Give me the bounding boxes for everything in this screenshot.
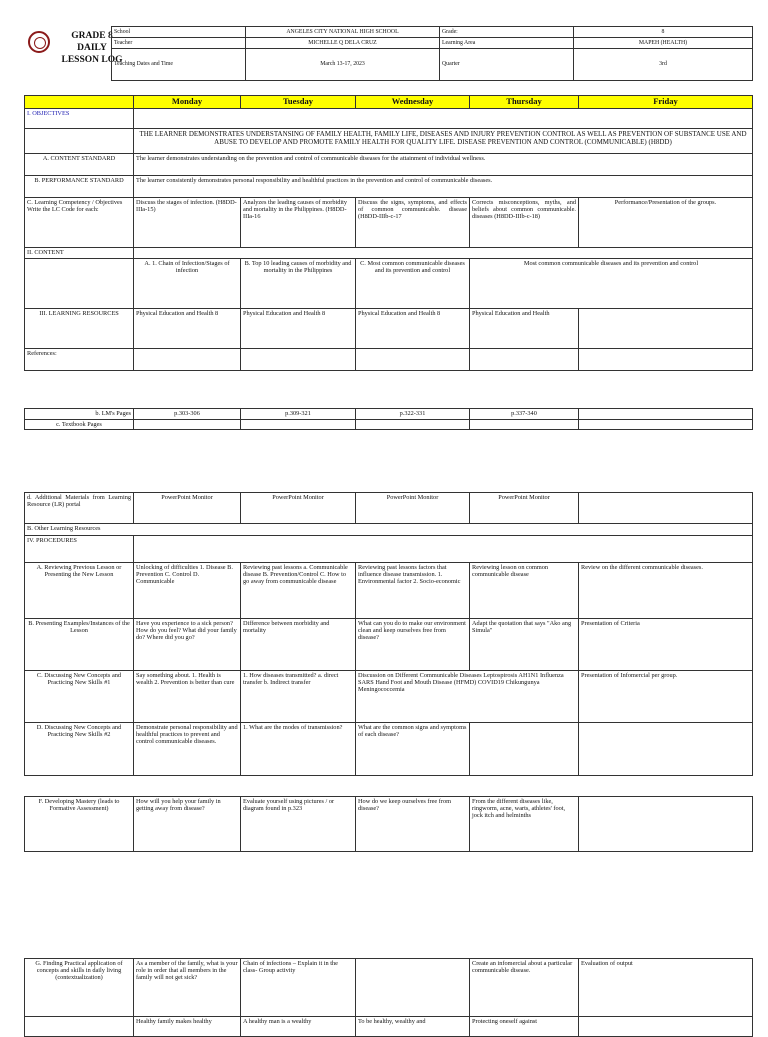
procedure-d-monday: Demonstrate personal responsibility and healthful practices to prevent and control communicable diseases. [134, 723, 241, 776]
title-line-3: LESSON LOG [61, 55, 123, 66]
textbook-pages-label: c. Textbook Pages [25, 420, 134, 430]
procedure-c-wednesday-thursday: Discussion on Different Communicable Diseases Leptospirosis AH1N1 Influenza SARS Hand Foot and Mouth Disease (HFMD) COVID19 Chikungunya Meningococcemia [356, 671, 579, 723]
references-monday [134, 349, 241, 371]
procedure-f-monday: How will you help your family in getting away from disease? [134, 797, 241, 852]
procedure-a-friday: Review on the different communicable diseases. [579, 563, 753, 619]
school-label: School [112, 27, 246, 38]
procedure-h-tuesday: A healthy man is a wealthy [241, 1017, 356, 1037]
day-tuesday: Tuesday [241, 96, 356, 109]
days-corner [25, 96, 134, 109]
procedure-g-label: G. Finding Practical application of concepts and skills in daily living (contextualization) [25, 959, 134, 1017]
references-label: References: [25, 349, 134, 371]
resources-thursday: Physical Education and Health [470, 309, 579, 349]
performance-standard-label: B. PERFORMANCE STANDARD [25, 176, 134, 198]
quarter-value: 3rd [574, 49, 753, 81]
school-seal-logo [28, 31, 50, 53]
performance-standard-text: The learner consistently demonstrates personal responsibility and healthful practices in the prevention and control of communicable diseases. [134, 176, 753, 198]
teaching-dates-value: March 13-17, 2023 [246, 49, 440, 81]
day-monday: Monday [134, 96, 241, 109]
procedure-a-label: A. Reviewing Previous Lesson or Presenting the New Lesson [25, 563, 134, 619]
procedure-b-label: B. Presenting Examples/Instances of the Lesson [25, 619, 134, 671]
content-thursday-friday: Most common communicable diseases and its prevention and control [470, 259, 753, 309]
procedure-a-monday: Unlocking of difficulties 1. Disease B. Prevention C. Control D. Communicable [134, 563, 241, 619]
additional-tuesday: PowerPoint Monitor [241, 493, 356, 524]
lm-pages-monday: p.303-306 [134, 409, 241, 420]
teacher-value: MICHELLE Q DELA CRUZ [246, 38, 440, 49]
grade-value: 8 [574, 27, 753, 38]
learning-resources-label: III. LEARNING RESOURCES [25, 309, 134, 349]
additional-materials-label: d. Additional Materials from Learning Resource (LR) portal [25, 493, 134, 524]
quarter-label: Quarter [440, 49, 574, 81]
lm-pages-thursday: p.337-340 [470, 409, 579, 420]
lesson-log-table-part-4 [24, 796, 753, 852]
procedure-f-thursday: From the different diseases like, ringworm, acne, warts, athletes' foot, jock itch and helminths [470, 797, 579, 852]
procedure-b-wednesday: What can you do to make our environment clean and keep ourselves free from disease? [356, 619, 470, 671]
procedures-label: IV. PROCEDURES [25, 536, 134, 563]
procedure-g-tuesday: Chain of infections – Explain it in the class- Group activity [241, 959, 356, 1017]
references-friday [579, 349, 753, 371]
content-standard-label: A. CONTENT STANDARD [25, 154, 134, 176]
references-tuesday [241, 349, 356, 371]
title-line-1: GRADE 8 [71, 31, 113, 41]
procedure-d-friday [579, 723, 753, 776]
textbook-tuesday [241, 420, 356, 430]
references-thursday [470, 349, 579, 371]
school-value: ANGELES CITY NATIONAL HIGH SCHOOL [246, 27, 440, 38]
procedure-b-friday: Presentation of Criteria [579, 619, 753, 671]
procedure-h-friday [579, 1017, 753, 1037]
procedure-b-thursday: Adapt the quotation that says "Ako ang Simula" [470, 619, 579, 671]
procedure-h-wednesday: To be healthy, wealthy and [356, 1017, 470, 1037]
content-blank [134, 248, 753, 259]
title-line-2: DAILY [77, 43, 107, 54]
day-friday: Friday [579, 96, 753, 109]
procedure-c-monday: Say something about. 1. Health is wealth 2. Prevention is better than cure [134, 671, 241, 723]
grade-label: Grade: [440, 27, 574, 38]
competency-thursday: Corrects misconceptions, myths, and beliefs about common communicable. diseases (H8DD-IIIb-c-18) [470, 198, 579, 248]
resources-tuesday: Physical Education and Health 8 [241, 309, 356, 349]
procedure-a-wednesday: Reviewing past lessons factors that influence disease transmission. 1. Environmental factor 2. Socio-economic [356, 563, 470, 619]
lesson-log-table-part-5 [24, 958, 753, 1037]
procedure-f-friday [579, 797, 753, 852]
procedure-g-wednesday [356, 959, 470, 1017]
procedure-g-monday: As a member of the family, what is your role in order that all members in the family will not get sick? [134, 959, 241, 1017]
competency-label: C. Learning Competency / Objectives Write the LC Code for each: [25, 198, 134, 248]
procedure-d-label: D. Discussing New Concepts and Practicing New Skills #2 [25, 723, 134, 776]
textbook-monday [134, 420, 241, 430]
textbook-wednesday [356, 420, 470, 430]
resources-friday [579, 309, 753, 349]
objectives-spacer [25, 129, 134, 154]
learning-area-value: MAPEH (HEALTH) [574, 38, 753, 49]
additional-wednesday: PowerPoint Monitor [356, 493, 470, 524]
procedures-blank [134, 536, 753, 563]
procedure-g-friday: Evaluation of output [579, 959, 753, 1017]
procedure-c-tuesday: 1. How diseases transmitted? a. direct transfer b. Indirect transfer [241, 671, 356, 723]
day-thursday: Thursday [470, 96, 579, 109]
procedure-d-wednesday: What are the common signs and symptoms of each disease? [356, 723, 470, 776]
teacher-label: Teacher [112, 38, 246, 49]
procedure-b-monday: Have you experience to a sick person? How do you feel? What did your family do? Where did you go? [134, 619, 241, 671]
procedure-d-tuesday: 1. What are the modes of transmission? [241, 723, 356, 776]
content-tuesday: B. Top 10 leading causes of morbidity and mortality in the Philippines [241, 259, 356, 309]
references-wednesday [356, 349, 470, 371]
procedure-a-tuesday: Reviewing past lessons a. Communicable disease B. Prevention/Control C. How to go away from communicable disease [241, 563, 356, 619]
content-monday: A. 1. Chain of Infection/Stages of infection [134, 259, 241, 309]
procedure-h-monday: Healthy family makes healthy [134, 1017, 241, 1037]
resources-wednesday: Physical Education and Health 8 [356, 309, 470, 349]
textbook-friday [579, 420, 753, 430]
lm-pages-friday [579, 409, 753, 420]
procedure-f-label: F. Developing Mastery (leads to Formative Assessment) [25, 797, 134, 852]
procedure-f-tuesday: Evaluate yourself using pictures / or diagram found in p.323 [241, 797, 356, 852]
teaching-dates-label: Teaching Dates and Time [112, 49, 246, 81]
additional-monday: PowerPoint Monitor [134, 493, 241, 524]
procedure-b-tuesday: Difference between morbidity and mortality [241, 619, 356, 671]
objectives-blank [134, 109, 753, 129]
content-standard-text: The learner demonstrates understanding on the prevention and control of communicable diseases for the attainment of individual wellness. [134, 154, 753, 176]
procedure-a-thursday: Reviewing lesson on common communicable disease [470, 563, 579, 619]
procedure-f-wednesday: How do we keep ourselves free from disease? [356, 797, 470, 852]
procedure-c-label: C. Discussing New Concepts and Practicing New Skills #1 [25, 671, 134, 723]
additional-friday [579, 493, 753, 524]
additional-thursday: PowerPoint Monitor [470, 493, 579, 524]
lesson-log-table-part-3 [24, 492, 753, 776]
resources-monday: Physical Education and Health 8 [134, 309, 241, 349]
day-wednesday: Wednesday [356, 96, 470, 109]
lm-pages-label: b. LM's Pages [25, 409, 134, 420]
procedure-h-thursday: Protecting oneself against [470, 1017, 579, 1037]
procedure-c-friday: Presentation of Infomercial per group. [579, 671, 753, 723]
procedure-g-thursday: Create an infomercial about a particular communicable disease. [470, 959, 579, 1017]
other-resources-label: B. Other Learning Resources [25, 524, 753, 536]
competency-wednesday: Discuss the signs, symptoms, and effects of common communicable. disease (H8DD-IIIb-c-17 [356, 198, 470, 248]
objectives-main-statement: THE LEARNER DEMONSTRATES UNDERSTANSING OF FAMILY HEALTH, FAMILY LIFE, DISEASES AND INJURY PREVENTION CONTROL AS WELL AS PREVENTION OF SUBSTANCE USE AND ABUSE TO DEVELOP AND PROMOTE FAMILY HEALTH FOR QUALITY LIFE. DISEASE PREVENTION AND CONTROL (COMMUNICABLE) (H8DD) [134, 129, 753, 154]
lm-pages-wednesday: p.322-331 [356, 409, 470, 420]
header-info-table [111, 26, 753, 81]
competency-tuesday: Analyzes the leading causes of morbidity and mortality in the Philippines. (H8DD-IIIa-16 [241, 198, 356, 248]
competency-monday: Discuss the stages of infection. (H8DD-IIIa-15) [134, 198, 241, 248]
content-spacer [25, 259, 134, 309]
content-wednesday: C. Most common communicable diseases and its prevention and control [356, 259, 470, 309]
lesson-log-table-part-2 [24, 408, 753, 430]
objectives-label: I. OBJECTIVES [25, 109, 134, 129]
learning-area-label: Learning Area [440, 38, 574, 49]
lm-pages-tuesday: p.309-321 [241, 409, 356, 420]
lesson-log-table-part-1 [24, 95, 753, 371]
textbook-thursday [470, 420, 579, 430]
procedure-h-label [25, 1017, 134, 1037]
content-label: II. CONTENT [25, 248, 134, 259]
procedure-d-thursday [470, 723, 579, 776]
competency-friday: Performance/Presentation of the groups. [579, 198, 753, 248]
